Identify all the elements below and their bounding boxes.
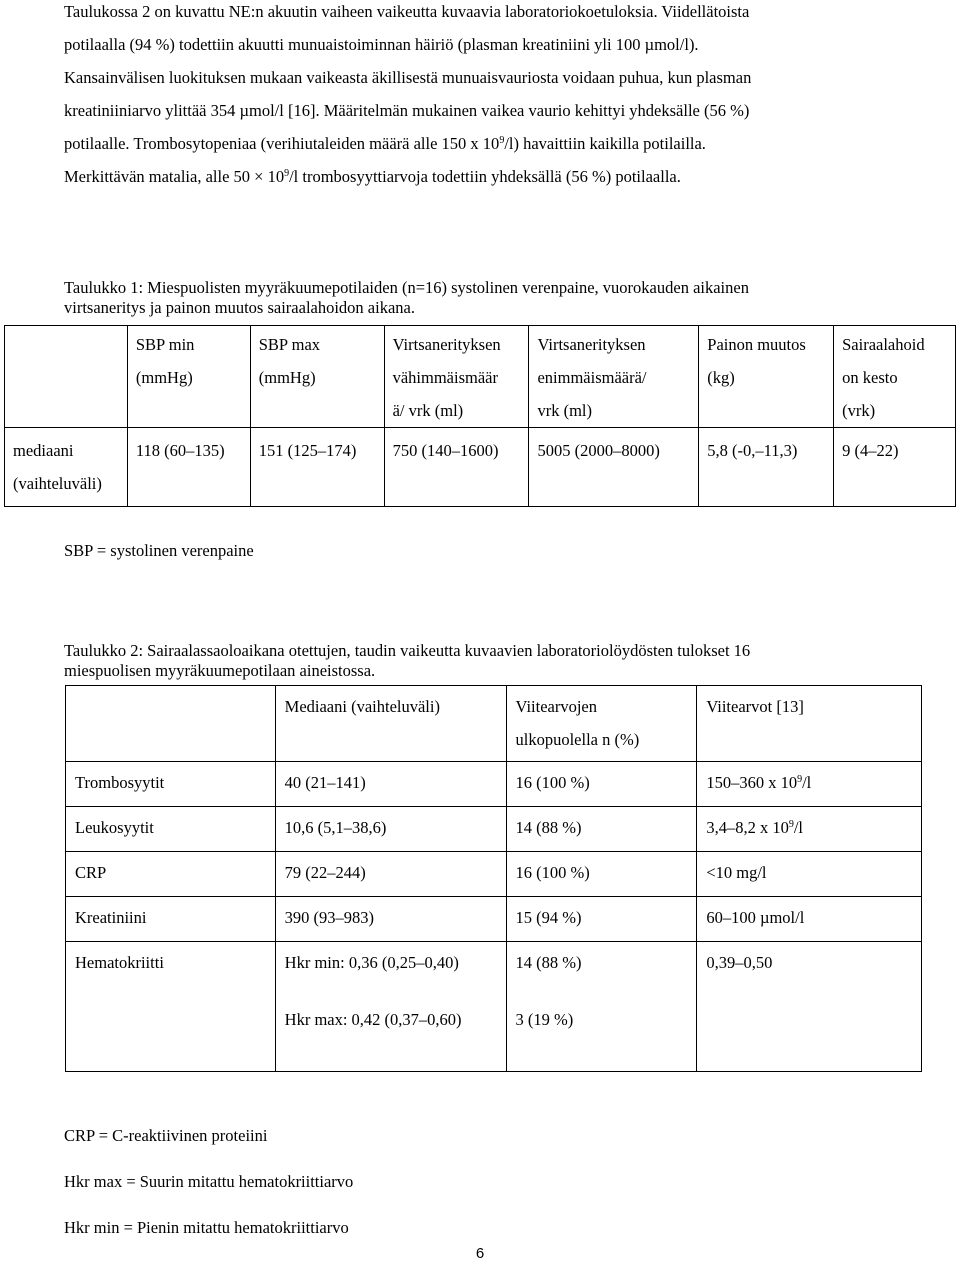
table2-cell: 16 (100 %) <box>506 852 697 897</box>
table2-cell: 390 (93–983) <box>275 897 506 942</box>
table1-header-cell <box>5 326 128 428</box>
table2-cell: 60–100 µmol/l <box>697 897 922 942</box>
table1-row-label: mediaani (vaihteluväli) <box>5 428 128 507</box>
intro-line: potilaalle. Trombosytopeniaa (verihiutaleiden määrä alle 150 x $10^9/l$) havaittiin kaikilla potilailla. <box>64 134 706 153</box>
table2-caption: Taulukko 2: Sairaalassaoloaikana otettujen, taudin vaikeutta kuvaavien laboratoriolöydösten tulokset 16 miespuolisen myyräkuumepotilaan aineistossa. <box>64 641 751 680</box>
page-number: 6 <box>475 1245 485 1262</box>
table1-cell: 151 (125–174) <box>250 428 384 507</box>
intro-line: Taulukossa 2 on kuvattu NE:n akuutin vaiheen vaikeutta kuvaavia laboratoriokoetuloksia. Viidellätoista <box>64 2 750 21</box>
table1-row <box>5 428 956 507</box>
table2-row <box>66 852 922 897</box>
intro-line: kreatiniiniarvo ylittää 354 µmol/l [16]. Määritelmän mukainen vaikea vaurio kehittyi yhdeksälle (56 %) <box>64 101 750 120</box>
table2-row-label: CRP <box>66 852 276 897</box>
table2-cell: 16 (100 %) <box>506 762 697 807</box>
table2-header-row <box>66 686 922 762</box>
table1 <box>4 325 956 507</box>
table1-header-cell: Virtsanerityksen enimmäismäärä/ vrk (ml) <box>529 326 699 428</box>
table2-note: Hkr min = Pienin mitattu hematokriittiarvo <box>64 1218 349 1237</box>
table1-cell: 5005 (2000–8000) <box>529 428 699 507</box>
table1-caption: Taulukko 1: Miespuolisten myyräkuumepotilaiden (n=16) systolinen verenpaine, vuorokauden aikainen virtsaneritys ja painon muutos sairaalahoidon aikana. <box>64 278 749 317</box>
table2-cell: 40 (21–141) <box>275 762 506 807</box>
table1-note: SBP = systolinen verenpaine <box>64 541 254 560</box>
table2-cell: 14 (88 %) 3 (19 %) <box>506 942 697 1072</box>
table2-header-cell <box>66 686 276 762</box>
table2-cell: 0,39–0,50 <box>697 942 922 1072</box>
table1-header-cell: Sairaalahoid on kesto (vrk) <box>834 326 956 428</box>
table1-header-cell: Painon muutos (kg) <box>699 326 834 428</box>
intro-paragraph <box>64 0 924 193</box>
table2-row-label: Trombosyytit <box>66 762 276 807</box>
table2-row-label: Hematokriitti <box>66 942 276 1072</box>
table2-row-label: Kreatiniini <box>66 897 276 942</box>
table2-row <box>66 807 922 852</box>
table2-cell: 14 (88 %) <box>506 807 697 852</box>
intro-line: potilaalla (94 %) todettiin akuutti munuaistoiminnan häiriö (plasman kreatiniini yli 100 µmol/l). <box>64 35 699 54</box>
table2-row <box>66 897 922 942</box>
table2-cell: <10 mg/l <box>697 852 922 897</box>
table1-cell: 9 (4–22) <box>834 428 956 507</box>
table1-cell: 5,8 (-0,–11,3) <box>699 428 834 507</box>
table1-cell: 750 (140–1600) <box>384 428 529 507</box>
table1-header-cell: SBP max (mmHg) <box>250 326 384 428</box>
table2-cell: 3,4–8,2 x $10^9/l$ <box>697 807 922 852</box>
table2-note: CRP = C-reaktiivinen proteiini <box>64 1126 268 1145</box>
intro-line: Kansainvälisen luokituksen mukaan vaikeasta äkillisestä munuaisvauriosta voidaan puhua, kun plasman <box>64 68 752 87</box>
table1-cell: 118 (60–135) <box>127 428 250 507</box>
table2-cell: 15 (94 %) <box>506 897 697 942</box>
table2-header-cell: Mediaani (vaihteluväli) <box>275 686 506 762</box>
table2-cell: 150–360 x $10^9/l$ <box>697 762 922 807</box>
table2-cell: 79 (22–244) <box>275 852 506 897</box>
table2-cell: Hkr min: 0,36 (0,25–0,40) Hkr max: 0,42 (0,37–0,60) <box>275 942 506 1072</box>
table2-row <box>66 942 922 1072</box>
table2-note: Hkr max = Suurin mitattu hematokriittiarvo <box>64 1172 354 1191</box>
table2 <box>65 685 922 1072</box>
table1-header-row <box>5 326 956 428</box>
table2-header-cell: Viitearvot [13] <box>697 686 922 762</box>
table2-row-label: Leukosyytit <box>66 807 276 852</box>
table2-row <box>66 762 922 807</box>
table1-header-cell: Virtsanerityksen vähimmäismäär ä/ vrk (ml) <box>384 326 529 428</box>
table1-header-cell: SBP min (mmHg) <box>127 326 250 428</box>
intro-line: Merkittävän matalia, alle $50 \times 10^9/l$ trombosyyttiarvoja todettiin yhdeksällä (56 %) potilaalla. <box>64 167 681 186</box>
table2-header-cell: Viitearvojen ulkopuolella n (%) <box>506 686 697 762</box>
table2-cell: 10,6 (5,1–38,6) <box>275 807 506 852</box>
